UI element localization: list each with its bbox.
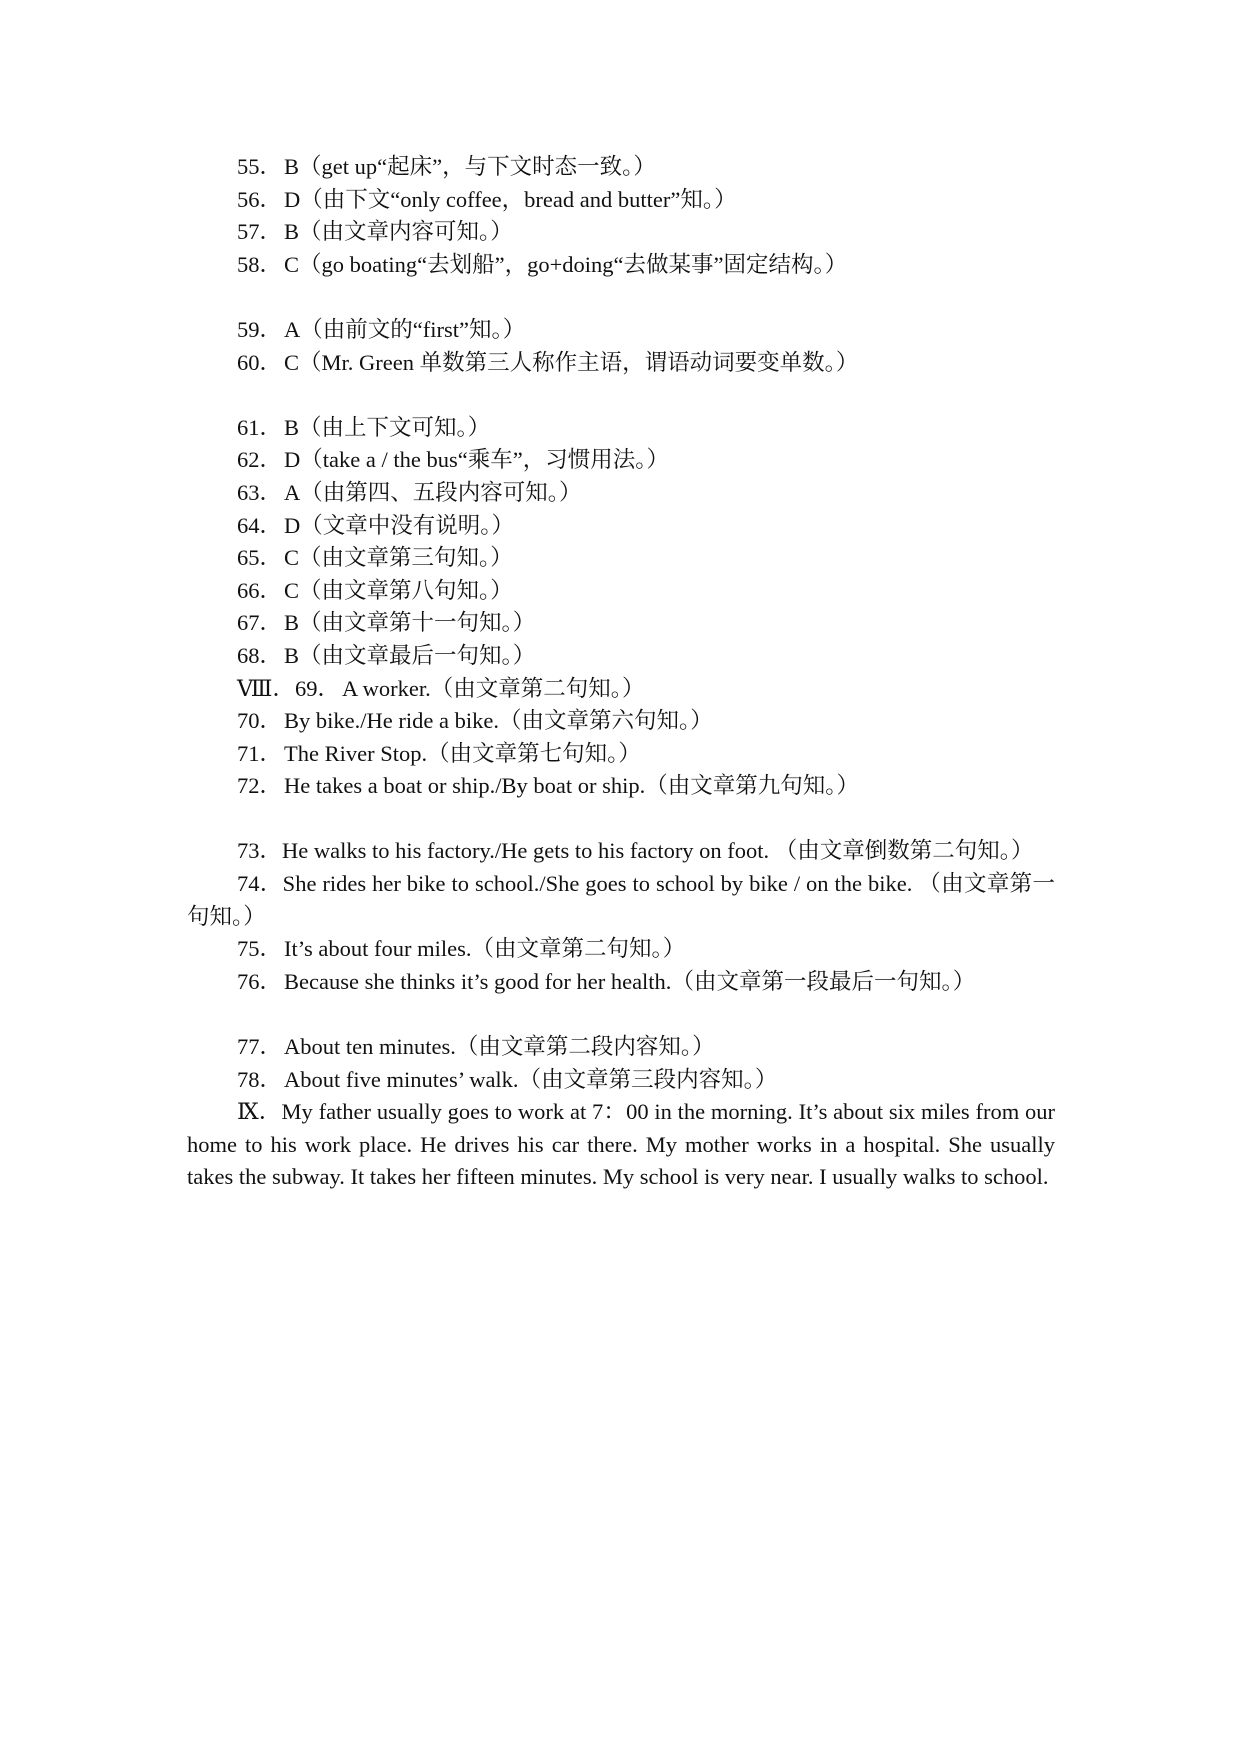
answer-explanation: （由第四、五段内容可知。） [300,479,582,505]
answer-explanation: （由下文“only coffee，bread and butter”知。） [300,186,737,212]
answer-line [187,770,1055,803]
blank-line [187,803,1055,836]
answer-choice: The River Stop. [284,740,428,766]
answer-explanation: （由文章第二句知。） [471,936,686,962]
answer-number: 76． [237,968,283,994]
answer-line [187,249,1055,282]
answer-line [187,705,1055,738]
answer-choice: D [284,512,301,538]
answer-choice: It’s about four miles. [284,936,472,962]
answer-explanation: （get up“起床”，与下文时态一致。） [299,154,656,179]
answer-number: 57． [237,219,283,245]
answer-line [187,575,1055,608]
answer-key-document [187,151,1055,1194]
answer-explanation: （由文章最后一句知。） [299,642,536,668]
answer-explanation: （由前文的“first”知。） [300,316,526,342]
answer-explanation: （文章中没有说明。） [300,512,515,538]
answer-group-59-60 [187,314,1055,379]
answer-line [187,1031,1055,1064]
answer-line [187,966,1055,999]
answer-line [187,347,1055,380]
answer-paragraph-74: 74．She rides her bike to school./She goes to school by bike / on the bike. （由文章第一句知。） [187,871,1055,929]
answer-choice: Because she thinks it’s good for her health. [284,968,672,994]
answer-number: 67． [237,610,283,636]
answer-explanation: （由文章第二段内容知。） [455,1034,715,1060]
answer-choice: About five minutes’ walk. [284,1066,519,1092]
answer-number: 75． [237,936,283,962]
answer-line [187,151,1055,184]
answer-line [187,542,1055,575]
answer-line [187,640,1055,673]
blank-line [187,379,1055,412]
answer-choice: A [284,316,301,342]
answer-explanation: （take a / the bus“乘车”，习惯用法。） [300,447,669,473]
answer-choice: C [284,251,300,277]
answer-number: 58． [237,251,283,277]
answer-number: 60． [237,349,283,375]
answer-group-61-72 [187,412,1055,803]
answer-choice: About ten minutes. [284,1034,456,1060]
answer-number: 77． [237,1034,283,1060]
answer-choice: B [284,219,300,245]
answer-number: Ⅷ．69． [237,675,340,701]
answer-number: 68． [237,642,283,668]
answer-choice: B [284,154,300,179]
answer-choice: D [284,447,301,473]
answer-choice: B [284,414,300,440]
answer-choice: D [284,186,301,212]
answer-number: 59． [237,316,283,342]
answer-line [187,412,1055,445]
answer-choice: He takes a boat or ship./By boat or ship. [284,773,646,799]
answer-line [187,1064,1055,1097]
answer-line [187,510,1055,543]
answer-line [187,607,1055,640]
answer-choice: C [284,545,300,571]
answer-number: 63． [237,479,283,505]
writing-section-ix: Ⅸ．My father usually goes to work at 7：00 in the morning. It’s about six miles from our home to his work place. He drives his car there. My mother works in a hospital. She usually takes the subway. It takes her fifteen minutes. My school is very near. I usually walks to school. [187,1099,1055,1190]
answer-group-55-58 [187,151,1055,281]
answer-number: 66． [237,577,283,603]
answer-line [187,444,1055,477]
answer-number: 56． [237,186,283,212]
answer-line [187,477,1055,510]
answer-explanation: （go boating“去划船”，go+doing“去做某事”固定结构。） [299,251,848,277]
answer-explanation: （由上下文可知。） [299,414,491,440]
answer-explanation: （由文章第三句知。） [299,545,513,571]
answer-number: 78． [237,1066,283,1092]
answer-explanation: （由文章第一段最后一句知。） [671,968,976,994]
answer-group-75-76 [187,933,1055,998]
answer-choice: By bike./He ride a bike. [284,708,499,734]
answer-number: 70． [237,708,283,734]
answer-explanation: （由文章第六句知。） [498,708,713,734]
answer-choice: C [284,349,300,375]
answer-number: 61． [237,414,283,440]
answer-choice: B [284,610,300,636]
answer-line [187,314,1055,347]
answer-number: 64． [237,512,283,538]
blank-line [187,998,1055,1031]
answer-explanation: （由文章第九句知。） [645,773,859,799]
answer-explanation: （由文章第七句知。） [427,740,641,766]
answer-line [187,673,1055,706]
answer-explanation: （由文章第十一句知。） [299,610,536,636]
answer-explanation: （由文章内容可知。） [299,219,513,245]
answer-group-77-78 [187,1031,1055,1096]
blank-line [187,281,1055,314]
answer-number: 62． [237,447,283,473]
answer-explanation: （Mr. Green 单数第三人称作主语，谓语动词要变单数。） [299,349,859,375]
answer-line [187,184,1055,217]
answer-number: 65． [237,545,283,571]
answer-explanation: （由文章第八句知。） [299,577,513,603]
answer-number: 72． [237,773,283,799]
answer-choice: C [284,577,300,603]
answer-line [187,933,1055,966]
answer-choice: B [284,642,300,668]
answer-line [187,738,1055,771]
answer-choice: A worker. [341,675,431,701]
answer-explanation: （由文章第三段内容知。） [518,1066,778,1092]
answer-number: 55． [237,154,283,179]
answer-choice: A [284,479,301,505]
answer-number: 71． [237,740,283,766]
answer-line [187,216,1055,249]
answer-explanation: （由文章第二句知。） [430,675,645,701]
answer-paragraph-73: 73．He walks to his factory./He gets to his factory on foot. （由文章倒数第二句知。） [237,838,1034,864]
